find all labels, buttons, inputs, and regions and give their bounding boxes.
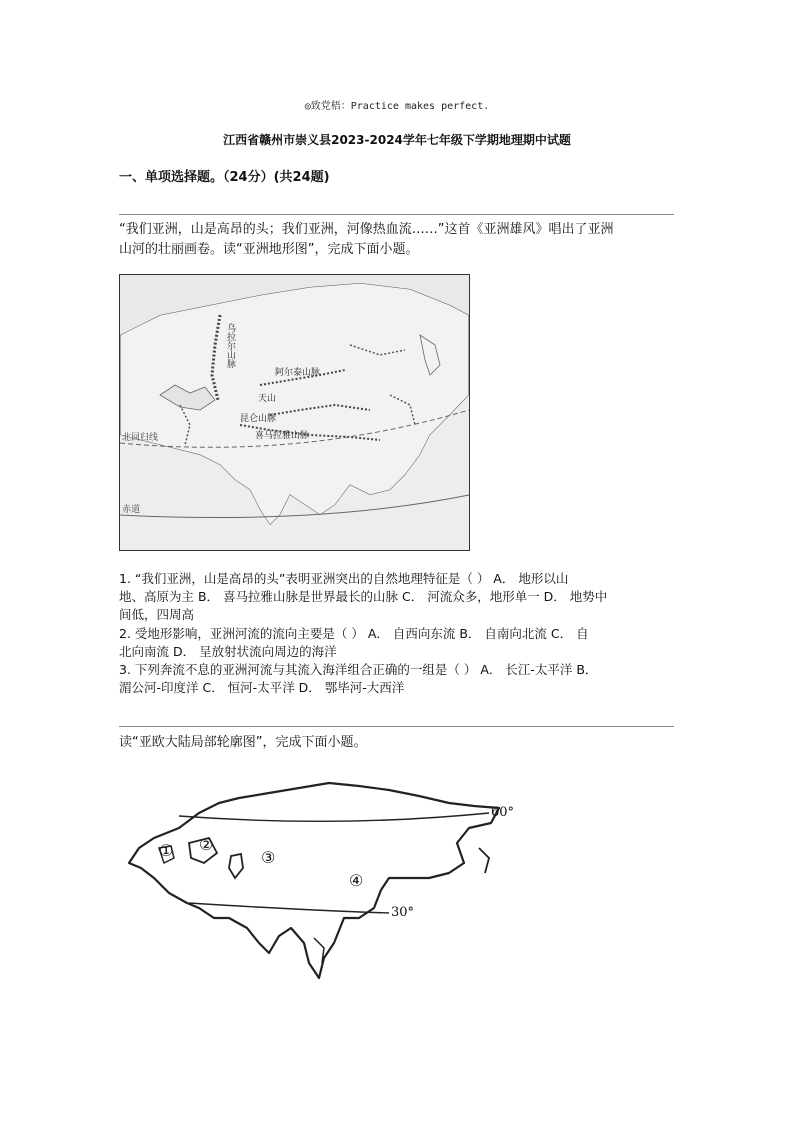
- label-altai: 阿尔泰山脉: [275, 368, 321, 378]
- question-3-line1: 3. 下列奔流不息的亚洲河流与其流入海洋组合正确的一组是（ ） A． 长江-太平洋 B．: [119, 662, 598, 677]
- passage1-line1: “我们亚洲，山是高昂的头；我们亚洲，河像热血流……”这首《亚洲雄风》唱出了亚洲: [119, 222, 614, 237]
- asia-terrain-map: [119, 274, 470, 551]
- divider: [119, 214, 674, 215]
- marker-1: ①: [159, 841, 174, 860]
- label-equator: 赤道: [122, 505, 141, 515]
- eurasia-outline-map: [119, 768, 529, 990]
- question-3-line2: 湄公河-印度洋 C． 恒河-太平洋 D． 鄂毕河-大西洋: [119, 680, 405, 695]
- question-2-line2: 北向南流 D． 呈放射状流向周边的海洋: [119, 644, 337, 659]
- label-kunlun: 昆仑山脉: [240, 414, 277, 424]
- label-ural: 乌拉尔山脉: [225, 323, 235, 368]
- question-1-line1: 1. “我们亚洲，山是高昂的头”表明亚洲突出的自然地理特征是（ ） A． 地形以山: [119, 571, 569, 586]
- question-1-line2: 地、高原为主 B． 喜马拉雅山脉是世界最长的山脉 C． 河流众多，地形单一 D． 地势中: [119, 589, 608, 604]
- question-1-line3: 间低，四周高: [119, 607, 195, 622]
- marker-3: ③: [261, 848, 276, 867]
- section-heading: 一、单项选择题。（24分）(共24题): [119, 170, 330, 185]
- label-tropic: 北回归线: [122, 433, 159, 443]
- marker-2: ②: [199, 835, 214, 854]
- label-tianshan: 天山: [258, 394, 277, 404]
- marker-4: ④: [349, 871, 364, 890]
- passage2: 读“亚欧大陆局部轮廓图”，完成下面小题。: [119, 735, 367, 750]
- divider: [119, 726, 674, 727]
- question-2-line1: 2. 受地形影响，亚洲河流的流向主要是（ ） A． 自西向东流 B． 自南向北流 C． 自: [119, 626, 589, 641]
- label-himalaya: 喜马拉雅山脉: [255, 431, 310, 441]
- passage1-line2: 山河的壮丽画卷。读“亚洲地形图”，完成下面小题。: [119, 242, 419, 257]
- label-lat60: 60°: [491, 805, 515, 820]
- page-title: 江西省赣州市崇义县2023-2024学年七年级下学期地理期中试题: [223, 133, 571, 147]
- header-note: ◎致党梧：Practice makes perfect.: [304, 101, 490, 112]
- label-lat30: 30°: [391, 905, 415, 920]
